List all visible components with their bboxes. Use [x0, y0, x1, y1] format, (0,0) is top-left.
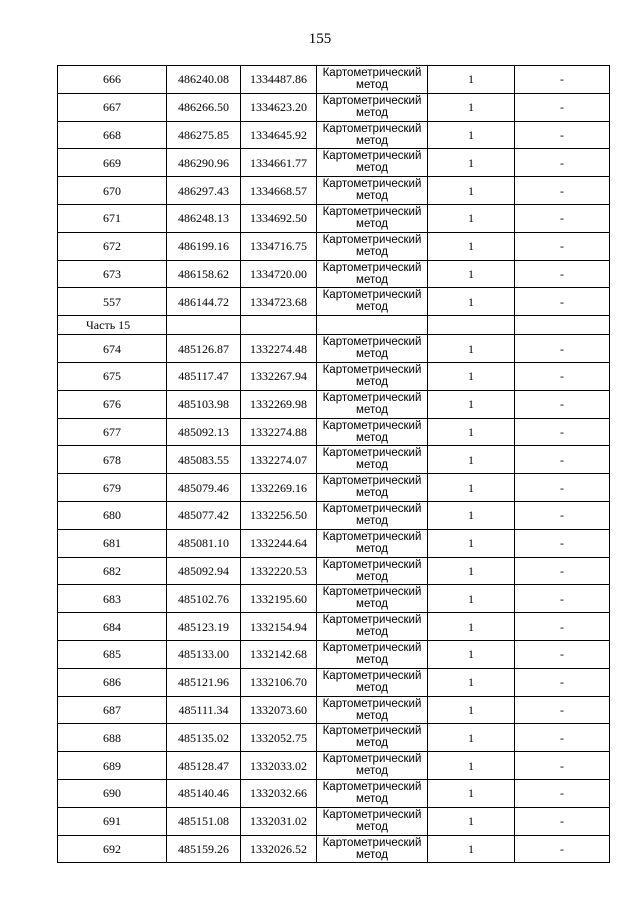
table-row [58, 585, 610, 613]
point-number-cell: 688 [58, 724, 167, 752]
method-cell [317, 474, 428, 502]
table-row [58, 724, 610, 752]
accuracy-cell: 1 [428, 288, 515, 316]
note-cell: - [515, 93, 610, 121]
method-text-line1: Картометрический [322, 669, 422, 682]
method-cell [317, 204, 428, 232]
method-cell [317, 66, 428, 94]
point-number-cell: 672 [58, 232, 167, 260]
y-coordinate-cell: 1332274.07 [241, 446, 317, 474]
method-text-line2: метод [356, 792, 388, 805]
method-cell [317, 696, 428, 724]
method-text-line1: Картометрический [322, 530, 422, 543]
x-coordinate-cell: 486266.50 [167, 93, 241, 121]
method-text-line2: метод [356, 403, 388, 416]
method-text-line2: метод [356, 134, 388, 147]
accuracy-cell: 1 [428, 93, 515, 121]
note-cell: - [515, 557, 610, 585]
section-header-row-group [58, 316, 610, 335]
note-cell: - [515, 335, 610, 363]
method-text-line2: метод [356, 681, 388, 694]
accuracy-cell: 1 [428, 557, 515, 585]
point-number-cell: 686 [58, 668, 167, 696]
y-coordinate-cell: 1334692.50 [241, 204, 317, 232]
method-text-line2: метод [356, 162, 388, 175]
x-coordinate-cell: 486158.62 [167, 260, 241, 288]
x-coordinate-cell: 486297.43 [167, 177, 241, 205]
coordinates-table [57, 65, 610, 863]
note-cell: - [515, 418, 610, 446]
empty-cell [515, 316, 610, 335]
table-row [58, 640, 610, 668]
y-coordinate-cell: 1332026.52 [241, 835, 317, 863]
method-cell [317, 529, 428, 557]
y-coordinate-cell: 1332195.60 [241, 585, 317, 613]
method-cell [317, 668, 428, 696]
method-text-line1: Картометрический [322, 475, 422, 488]
point-number-cell: 675 [58, 362, 167, 390]
note-cell: - [515, 474, 610, 502]
method-text-line2: метод [356, 273, 388, 286]
note-cell: - [515, 390, 610, 418]
method-text-line2: метод [356, 79, 388, 91]
table-row [58, 696, 610, 724]
method-cell [317, 613, 428, 641]
table-row [58, 557, 610, 585]
note-cell: - [515, 835, 610, 863]
method-text-line1: Картометрический [322, 363, 422, 376]
accuracy-cell: 1 [428, 613, 515, 641]
method-text-line2: метод [356, 570, 388, 583]
y-coordinate-cell: 1332031.02 [241, 807, 317, 835]
point-number-cell: 674 [58, 335, 167, 363]
method-text-line2: метод [356, 820, 388, 833]
accuracy-cell: 1 [428, 807, 515, 835]
accuracy-cell: 1 [428, 177, 515, 205]
y-coordinate-cell: 1332073.60 [241, 696, 317, 724]
x-coordinate-cell: 486290.96 [167, 149, 241, 177]
method-text-line2: метод [356, 217, 388, 230]
table-row [58, 288, 610, 316]
x-coordinate-cell: 486240.08 [167, 66, 241, 94]
point-number-cell: 690 [58, 779, 167, 807]
y-coordinate-cell: 1332244.64 [241, 529, 317, 557]
x-coordinate-cell: 485133.00 [167, 640, 241, 668]
table-row [58, 390, 610, 418]
method-text-line1: Картометрический [322, 205, 422, 218]
method-cell [317, 149, 428, 177]
method-cell [317, 640, 428, 668]
accuracy-cell: 1 [428, 835, 515, 863]
y-coordinate-cell: 1334487.86 [241, 66, 317, 94]
method-text-line1: Картометрический [322, 641, 422, 654]
y-coordinate-cell: 1334720.00 [241, 260, 317, 288]
method-cell [317, 835, 428, 863]
x-coordinate-cell: 485077.42 [167, 501, 241, 529]
method-text-line1: Картометрический [322, 67, 422, 79]
note-cell: - [515, 807, 610, 835]
method-cell [317, 418, 428, 446]
method-text-line2: метод [356, 737, 388, 750]
method-text-line2: метод [356, 431, 388, 444]
method-text-line1: Картометрический [322, 178, 422, 191]
method-text-line1: Картометрический [322, 336, 422, 349]
point-number-cell: 673 [58, 260, 167, 288]
y-coordinate-cell: 1332269.16 [241, 474, 317, 502]
method-text-line2: метод [356, 190, 388, 203]
method-cell [317, 724, 428, 752]
method-text-line2: метод [356, 245, 388, 258]
y-coordinate-cell: 1332033.02 [241, 752, 317, 780]
empty-cell [241, 316, 317, 335]
point-number-cell: 682 [58, 557, 167, 585]
note-cell: - [515, 613, 610, 641]
method-text-line1: Картометрический [322, 725, 422, 738]
x-coordinate-cell: 485140.46 [167, 779, 241, 807]
method-text-line1: Картометрический [322, 391, 422, 404]
method-text-line2: метод [356, 709, 388, 722]
accuracy-cell: 1 [428, 752, 515, 780]
point-number-cell: 669 [58, 149, 167, 177]
x-coordinate-cell: 485092.13 [167, 418, 241, 446]
x-coordinate-cell: 486199.16 [167, 232, 241, 260]
table-row [58, 835, 610, 863]
note-cell: - [515, 724, 610, 752]
note-cell: - [515, 204, 610, 232]
y-coordinate-cell: 1334645.92 [241, 121, 317, 149]
note-cell: - [515, 752, 610, 780]
point-number-cell: 687 [58, 696, 167, 724]
point-number-cell: 671 [58, 204, 167, 232]
y-coordinate-cell: 1332274.88 [241, 418, 317, 446]
y-coordinate-cell: 1334661.77 [241, 149, 317, 177]
point-number-cell: 680 [58, 501, 167, 529]
table-row [58, 260, 610, 288]
method-cell [317, 390, 428, 418]
method-text-line1: Картометрический [322, 780, 422, 793]
y-coordinate-cell: 1332106.70 [241, 668, 317, 696]
x-coordinate-cell: 486248.13 [167, 204, 241, 232]
note-cell: - [515, 362, 610, 390]
table-row [58, 807, 610, 835]
y-coordinate-cell: 1332154.94 [241, 613, 317, 641]
point-number-cell: 557 [58, 288, 167, 316]
x-coordinate-cell: 485083.55 [167, 446, 241, 474]
method-text-line2: метод [356, 598, 388, 611]
point-number-cell: 667 [58, 93, 167, 121]
note-cell: - [515, 640, 610, 668]
accuracy-cell: 1 [428, 724, 515, 752]
table-row [58, 66, 610, 94]
table-row [58, 362, 610, 390]
accuracy-cell: 1 [428, 418, 515, 446]
section-row [58, 316, 610, 335]
table-row [58, 418, 610, 446]
table-body-part-14 [58, 66, 610, 316]
accuracy-cell: 1 [428, 668, 515, 696]
x-coordinate-cell: 485102.76 [167, 585, 241, 613]
empty-cell [428, 316, 515, 335]
note-cell: - [515, 696, 610, 724]
note-cell: - [515, 501, 610, 529]
point-number-cell: 677 [58, 418, 167, 446]
method-text-line2: метод [356, 514, 388, 527]
y-coordinate-cell: 1332052.75 [241, 724, 317, 752]
accuracy-cell: 1 [428, 474, 515, 502]
accuracy-cell: 1 [428, 149, 515, 177]
method-text-line1: Картометрический [322, 150, 422, 163]
method-cell [317, 446, 428, 474]
point-number-cell: 684 [58, 613, 167, 641]
table-row [58, 779, 610, 807]
method-text-line2: метод [356, 106, 388, 119]
method-cell [317, 752, 428, 780]
accuracy-cell: 1 [428, 390, 515, 418]
x-coordinate-cell: 485151.08 [167, 807, 241, 835]
table-row [58, 232, 610, 260]
note-cell: - [515, 121, 610, 149]
method-cell [317, 557, 428, 585]
method-text-line1: Картометрический [322, 122, 422, 135]
method-text-line1: Картометрический [322, 586, 422, 599]
note-cell: - [515, 529, 610, 557]
point-number-cell: 689 [58, 752, 167, 780]
method-text-line1: Картометрический [322, 836, 422, 849]
point-number-cell: 683 [58, 585, 167, 613]
accuracy-cell: 1 [428, 501, 515, 529]
accuracy-cell: 1 [428, 260, 515, 288]
section-label: Часть 15 [58, 316, 167, 335]
accuracy-cell: 1 [428, 640, 515, 668]
accuracy-cell: 1 [428, 529, 515, 557]
x-coordinate-cell: 486275.85 [167, 121, 241, 149]
point-number-cell: 676 [58, 390, 167, 418]
method-cell [317, 121, 428, 149]
note-cell: - [515, 260, 610, 288]
table-row [58, 474, 610, 502]
x-coordinate-cell: 485081.10 [167, 529, 241, 557]
point-number-cell: 679 [58, 474, 167, 502]
note-cell: - [515, 177, 610, 205]
point-number-cell: 685 [58, 640, 167, 668]
table-row [58, 446, 610, 474]
method-text-line2: метод [356, 765, 388, 778]
table-row [58, 529, 610, 557]
x-coordinate-cell: 485117.47 [167, 362, 241, 390]
method-text-line1: Картометрический [322, 419, 422, 432]
y-coordinate-cell: 1334716.75 [241, 232, 317, 260]
table-row [58, 613, 610, 641]
method-text-line1: Картометрический [322, 289, 422, 302]
note-cell: - [515, 446, 610, 474]
y-coordinate-cell: 1332274.48 [241, 335, 317, 363]
method-cell [317, 232, 428, 260]
table-row [58, 501, 610, 529]
method-cell [317, 288, 428, 316]
method-text-line2: метод [356, 487, 388, 500]
method-cell [317, 779, 428, 807]
method-text-line1: Картометрический [322, 614, 422, 627]
method-cell [317, 177, 428, 205]
empty-cell [317, 316, 428, 335]
table-row [58, 752, 610, 780]
method-text-line2: метод [356, 459, 388, 472]
method-text-line1: Картометрический [322, 558, 422, 571]
method-text-line1: Картометрический [322, 94, 422, 107]
x-coordinate-cell: 485159.26 [167, 835, 241, 863]
table-row [58, 149, 610, 177]
y-coordinate-cell: 1332267.94 [241, 362, 317, 390]
point-number-cell: 692 [58, 835, 167, 863]
x-coordinate-cell: 485123.19 [167, 613, 241, 641]
accuracy-cell: 1 [428, 779, 515, 807]
table-body-part-15 [58, 335, 610, 863]
method-text-line2: метод [356, 653, 388, 666]
table-row [58, 204, 610, 232]
y-coordinate-cell: 1332142.68 [241, 640, 317, 668]
y-coordinate-cell: 1332032.66 [241, 779, 317, 807]
method-cell [317, 807, 428, 835]
accuracy-cell: 1 [428, 204, 515, 232]
method-text-line2: метод [356, 542, 388, 555]
method-cell [317, 585, 428, 613]
x-coordinate-cell: 486144.72 [167, 288, 241, 316]
method-text-line1: Картометрический [322, 447, 422, 460]
y-coordinate-cell: 1334668.57 [241, 177, 317, 205]
x-coordinate-cell: 485121.96 [167, 668, 241, 696]
x-coordinate-cell: 485103.98 [167, 390, 241, 418]
y-coordinate-cell: 1332269.98 [241, 390, 317, 418]
method-cell [317, 362, 428, 390]
y-coordinate-cell: 1334723.68 [241, 288, 317, 316]
x-coordinate-cell: 485111.34 [167, 696, 241, 724]
method-text-line1: Картометрический [322, 753, 422, 766]
method-text-line2: метод [356, 375, 388, 388]
table-row [58, 121, 610, 149]
note-cell: - [515, 779, 610, 807]
y-coordinate-cell: 1332256.50 [241, 501, 317, 529]
method-text-line2: метод [356, 301, 388, 314]
method-text-line2: метод [356, 848, 388, 861]
note-cell: - [515, 585, 610, 613]
method-text-line2: метод [356, 626, 388, 639]
method-text-line1: Картометрический [322, 502, 422, 515]
note-cell: - [515, 66, 610, 94]
method-cell [317, 93, 428, 121]
accuracy-cell: 1 [428, 585, 515, 613]
method-text-line1: Картометрический [322, 808, 422, 821]
note-cell: - [515, 668, 610, 696]
empty-cell [167, 316, 241, 335]
accuracy-cell: 1 [428, 232, 515, 260]
method-text-line1: Картометрический [322, 261, 422, 274]
accuracy-cell: 1 [428, 362, 515, 390]
y-coordinate-cell: 1332220.53 [241, 557, 317, 585]
table-row [58, 335, 610, 363]
point-number-cell: 666 [58, 66, 167, 94]
page-number: 155 [308, 31, 332, 47]
point-number-cell: 668 [58, 121, 167, 149]
method-cell [317, 260, 428, 288]
accuracy-cell: 1 [428, 696, 515, 724]
accuracy-cell: 1 [428, 335, 515, 363]
method-cell [317, 335, 428, 363]
table-row [58, 93, 610, 121]
point-number-cell: 670 [58, 177, 167, 205]
accuracy-cell: 1 [428, 66, 515, 94]
table-row [58, 668, 610, 696]
method-text-line1: Картометрический [322, 233, 422, 246]
y-coordinate-cell: 1334623.20 [241, 93, 317, 121]
table-row [58, 177, 610, 205]
method-text-line2: метод [356, 348, 388, 361]
x-coordinate-cell: 485092.94 [167, 557, 241, 585]
note-cell: - [515, 232, 610, 260]
accuracy-cell: 1 [428, 446, 515, 474]
point-number-cell: 691 [58, 807, 167, 835]
x-coordinate-cell: 485126.87 [167, 335, 241, 363]
method-cell [317, 501, 428, 529]
note-cell: - [515, 149, 610, 177]
x-coordinate-cell: 485079.46 [167, 474, 241, 502]
x-coordinate-cell: 485135.02 [167, 724, 241, 752]
method-text-line1: Картометрический [322, 697, 422, 710]
note-cell: - [515, 288, 610, 316]
point-number-cell: 681 [58, 529, 167, 557]
x-coordinate-cell: 485128.47 [167, 752, 241, 780]
point-number-cell: 678 [58, 446, 167, 474]
accuracy-cell: 1 [428, 121, 515, 149]
